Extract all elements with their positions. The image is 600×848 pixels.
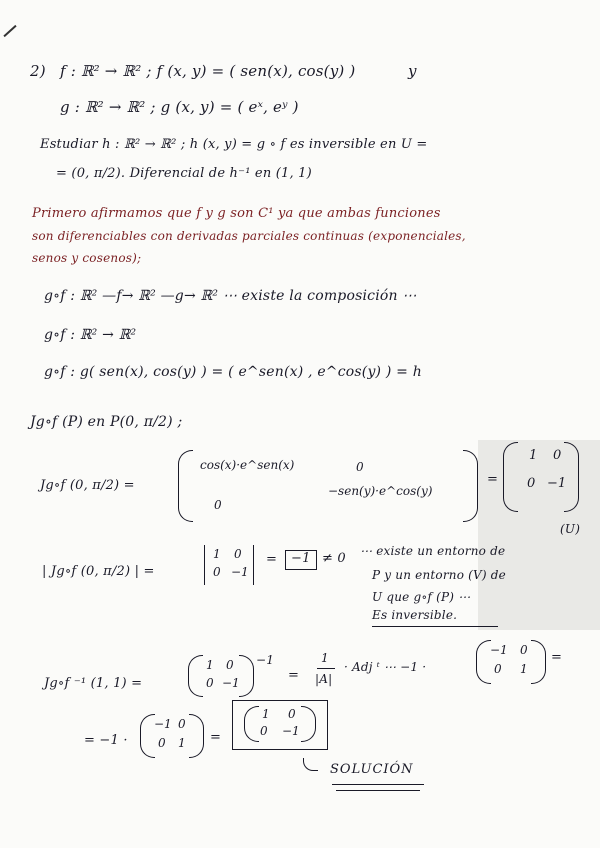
solution-arrow bbox=[303, 758, 318, 771]
inverse-lhs: Jg∘f ⁻¹ (1, 1) = bbox=[44, 676, 143, 691]
reasoning-line-1: Primero afirmamos que f y g son C¹ ya que ambas funciones bbox=[32, 206, 441, 221]
matrix-cell: 0 bbox=[158, 736, 166, 750]
solution-underline-2 bbox=[336, 790, 420, 791]
jacobian-lhs: Jg∘f (0, π/2) = bbox=[40, 478, 135, 493]
matrix-cell: 0 bbox=[553, 448, 562, 463]
matrix-cell: 0 bbox=[178, 717, 186, 731]
solution-label: SOLUCIÓN bbox=[330, 762, 414, 777]
result-prefix: = −1 · bbox=[84, 733, 128, 748]
task-line-1: Estudiar h : ℝ² → ℝ² ; h (x, y) = g ∘ f es inversible en U = bbox=[40, 137, 428, 152]
right-paren bbox=[463, 450, 478, 522]
matrix-cell: 1 bbox=[262, 707, 270, 721]
determinant-bar-left bbox=[204, 545, 205, 585]
matrix-cell: −1 bbox=[154, 717, 172, 731]
determinant-bar-right bbox=[253, 545, 254, 585]
f-definition: f : ℝ² → ℝ² ; f (x, y) = ( sen(x), cos(y) ) bbox=[60, 62, 356, 80]
composition-line-2: g∘f : ℝ² → ℝ² bbox=[44, 327, 137, 343]
result-matrix bbox=[140, 714, 204, 758]
right-paren bbox=[189, 714, 204, 758]
matrix-cell: 0 bbox=[206, 676, 214, 690]
jacobian-heading: Jg∘f (P) en P(0, π/2) ; bbox=[30, 414, 183, 430]
solution-underline-1 bbox=[332, 784, 424, 785]
not-zero: ≠ 0 bbox=[322, 551, 346, 566]
jacobian-equals: = bbox=[487, 472, 499, 487]
left-paren bbox=[178, 450, 193, 522]
invertibility-conclusion: Es inversible. bbox=[372, 608, 458, 622]
matrix-cell: 0 bbox=[527, 476, 536, 491]
invertibility-note-2: P y un entorno (V) de bbox=[372, 568, 506, 582]
right-paren bbox=[564, 442, 579, 512]
matrix-cell: 0 bbox=[520, 643, 528, 657]
right-paren bbox=[239, 655, 254, 697]
left-paren bbox=[503, 442, 518, 512]
left-paren bbox=[244, 706, 259, 742]
composition-line-3: g∘f : g( sen(x), cos(y) ) = ( e^sen(x) , e^cos(y) ) = h bbox=[44, 364, 422, 380]
corner-pen-mark bbox=[3, 25, 16, 37]
right-paren bbox=[531, 640, 546, 684]
invertibility-note-sup: (U) bbox=[560, 522, 581, 536]
result-equals: = bbox=[210, 730, 222, 745]
g-definition: g : ℝ² → ℝ² ; g (x, y) = ( eˣ, eʸ ) bbox=[60, 98, 299, 116]
inverse-equals: = bbox=[288, 668, 300, 683]
matrix-cell: 1 bbox=[520, 662, 528, 676]
problem-number: 2) bbox=[30, 62, 46, 80]
matrix-cell: 0 bbox=[214, 498, 222, 512]
matrix-cell: 0 bbox=[494, 662, 502, 676]
reasoning-line-2: son diferenciables con derivadas parciales continuas (exponenciales, bbox=[32, 229, 466, 243]
matrix-cell: 0 bbox=[234, 547, 242, 561]
matrix-cell: 1 bbox=[529, 448, 538, 463]
matrix-cell: 1 bbox=[206, 658, 214, 672]
matrix-cell: 0 bbox=[288, 707, 296, 721]
invertibility-note-3: U que g∘f (P) ⋯ bbox=[372, 590, 471, 604]
matrix-cell: cos(x)·e^sen(x) bbox=[200, 458, 295, 472]
jacobian-evaluated-matrix bbox=[503, 442, 579, 512]
inverse-source-matrix bbox=[188, 655, 254, 697]
jacobian-full-matrix bbox=[178, 450, 478, 522]
left-paren bbox=[476, 640, 491, 684]
determinant-value: −1 bbox=[291, 551, 311, 566]
matrix-cell: 0 bbox=[226, 658, 234, 672]
determinant-equals: = bbox=[266, 552, 278, 567]
matrix-cell: 0 bbox=[356, 460, 364, 474]
inverse-tail-equals: = bbox=[551, 650, 563, 665]
fraction-denominator: |A| bbox=[315, 672, 333, 686]
fraction-numerator: 1 bbox=[321, 651, 329, 665]
inverse-exponent: −1 bbox=[256, 653, 275, 667]
reasoning-line-3: senos y cosenos); bbox=[32, 251, 142, 265]
solution-matrix bbox=[244, 706, 316, 742]
conjunction-y: y bbox=[408, 62, 417, 80]
matrix-cell: −1 bbox=[222, 676, 240, 690]
matrix-cell: −1 bbox=[547, 476, 567, 491]
task-line-2: = (0, π/2). Diferencial de h⁻¹ en (1, 1) bbox=[56, 166, 312, 181]
left-paren bbox=[140, 714, 155, 758]
determinant-matrix bbox=[204, 545, 254, 585]
adjugate-text: · Adj ᵗ ⋯ −1 · bbox=[344, 660, 427, 674]
fraction-bar bbox=[317, 668, 335, 669]
matrix-cell: −1 bbox=[490, 643, 508, 657]
matrix-cell: 0 bbox=[213, 565, 221, 579]
determinant-lhs: | Jg∘f (0, π/2) | = bbox=[42, 564, 155, 579]
invertibility-note-1: ⋯ existe un entorno de bbox=[360, 544, 506, 558]
matrix-cell: 1 bbox=[178, 736, 186, 750]
left-paren bbox=[188, 655, 203, 697]
adjugate-matrix bbox=[476, 640, 546, 684]
composition-line-1: g∘f : ℝ² —f→ ℝ² —g→ ℝ² ⋯ existe la composición ⋯ bbox=[44, 288, 417, 304]
matrix-cell: −1 bbox=[282, 724, 300, 738]
conclusion-underline bbox=[372, 626, 498, 627]
matrix-cell: 1 bbox=[213, 547, 221, 561]
right-paren bbox=[301, 706, 316, 742]
matrix-cell: −sen(y)·e^cos(y) bbox=[328, 484, 433, 498]
matrix-cell: −1 bbox=[231, 565, 249, 579]
matrix-cell: 0 bbox=[260, 724, 268, 738]
